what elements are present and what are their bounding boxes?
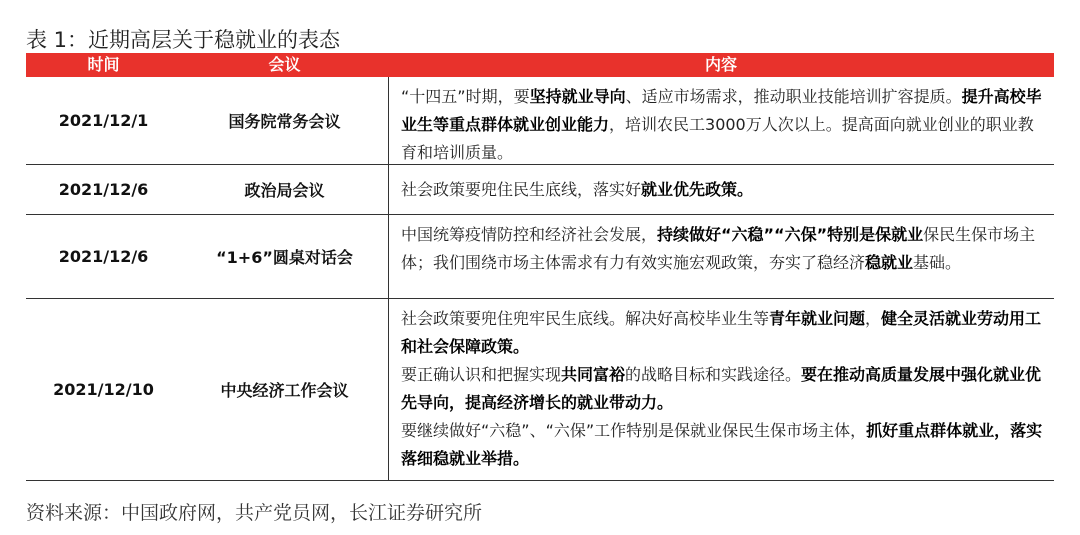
bold-run: 就业优先政策。 [641,179,754,199]
content-text [401,225,1035,272]
table-row [26,77,1054,165]
row-content [388,299,1054,480]
text-run: 的战略目标和实践途径。 [625,365,802,384]
table-header [26,53,1054,77]
text-run: 基础。 [913,253,962,272]
row-date: 2021/12/6 [58,180,149,199]
bold-run: 要在推动高质量发展中强化就业优先导向，提高经济增长的就业带动力。 [401,365,1042,412]
header-date: 时间 [87,55,120,74]
text-run: 要继续做好“六稳”、“六保”工作特别是保就业保民生保市场主体， [401,421,867,440]
content-text [401,309,1042,468]
row-meeting: “1+6”圆桌对话会 [216,248,353,267]
bold-run: 稳就业 [865,253,914,272]
bold-run: 坚持就业导向 [529,87,626,106]
text-run: 社会政策要兜住民生底线，落实好 [401,179,642,199]
table-row [26,165,1054,215]
row-content [388,165,1054,214]
row-meeting: 政治局会议 [244,181,325,200]
text-run: 、适应市场需求，推动职业技能培训扩容提质。 [625,87,962,106]
text-run: 中国统筹疫情防控和经济社会发展， [401,225,658,244]
bold-run: 共同富裕 [561,365,626,384]
text-run: 保民生保市场主体；我们围绕市场主体需求有力有效实施宏观政策，夯实了稳经济 [401,225,1036,272]
content-text [401,176,753,204]
row-content [388,215,1054,298]
header-content: 内容 [704,55,737,74]
text-run: ， [865,309,882,328]
header-meeting: 会议 [268,55,301,74]
row-meeting: 国务院常务会议 [228,112,341,131]
bold-run: 提升高校毕业生等重点群体就业创业能力 [401,87,1042,134]
content-text [401,87,1042,162]
text-run: 社会政策要兜住兜牢民生底线。解决好高校毕业生等 [401,309,770,328]
row-date: 2021/12/1 [58,111,149,130]
row-date: 2021/12/6 [58,247,149,266]
policy-table [26,53,1054,481]
text-run: ，培训农民工3000万人次以上。提高面向就业创业的职业教育和培训质量。 [401,115,1034,162]
bold-run: 青年就业问题 [769,309,866,328]
bold-run: 健全灵活就业劳动用工和社会保障政策。 [401,309,1042,356]
bold-run: 持续做好“六稳”“六保”特别是保就业 [657,225,924,244]
text-run: “十四五”时期，要 [401,87,530,106]
table-caption: 表 1：近期高层关于稳就业的表态 [26,28,341,52]
table-row [26,215,1054,299]
text-run: 要正确认识和把握实现 [401,365,562,384]
bold-run: 抓好重点群体就业，落实落细稳就业举措。 [401,421,1043,468]
row-date: 2021/12/10 [53,380,154,399]
row-content [388,77,1054,164]
row-meeting: 中央经济工作会议 [220,381,349,400]
source-note: 资料来源：中国政府网，共产党员网，长江证券研究所 [26,502,483,524]
table-row [26,299,1054,481]
